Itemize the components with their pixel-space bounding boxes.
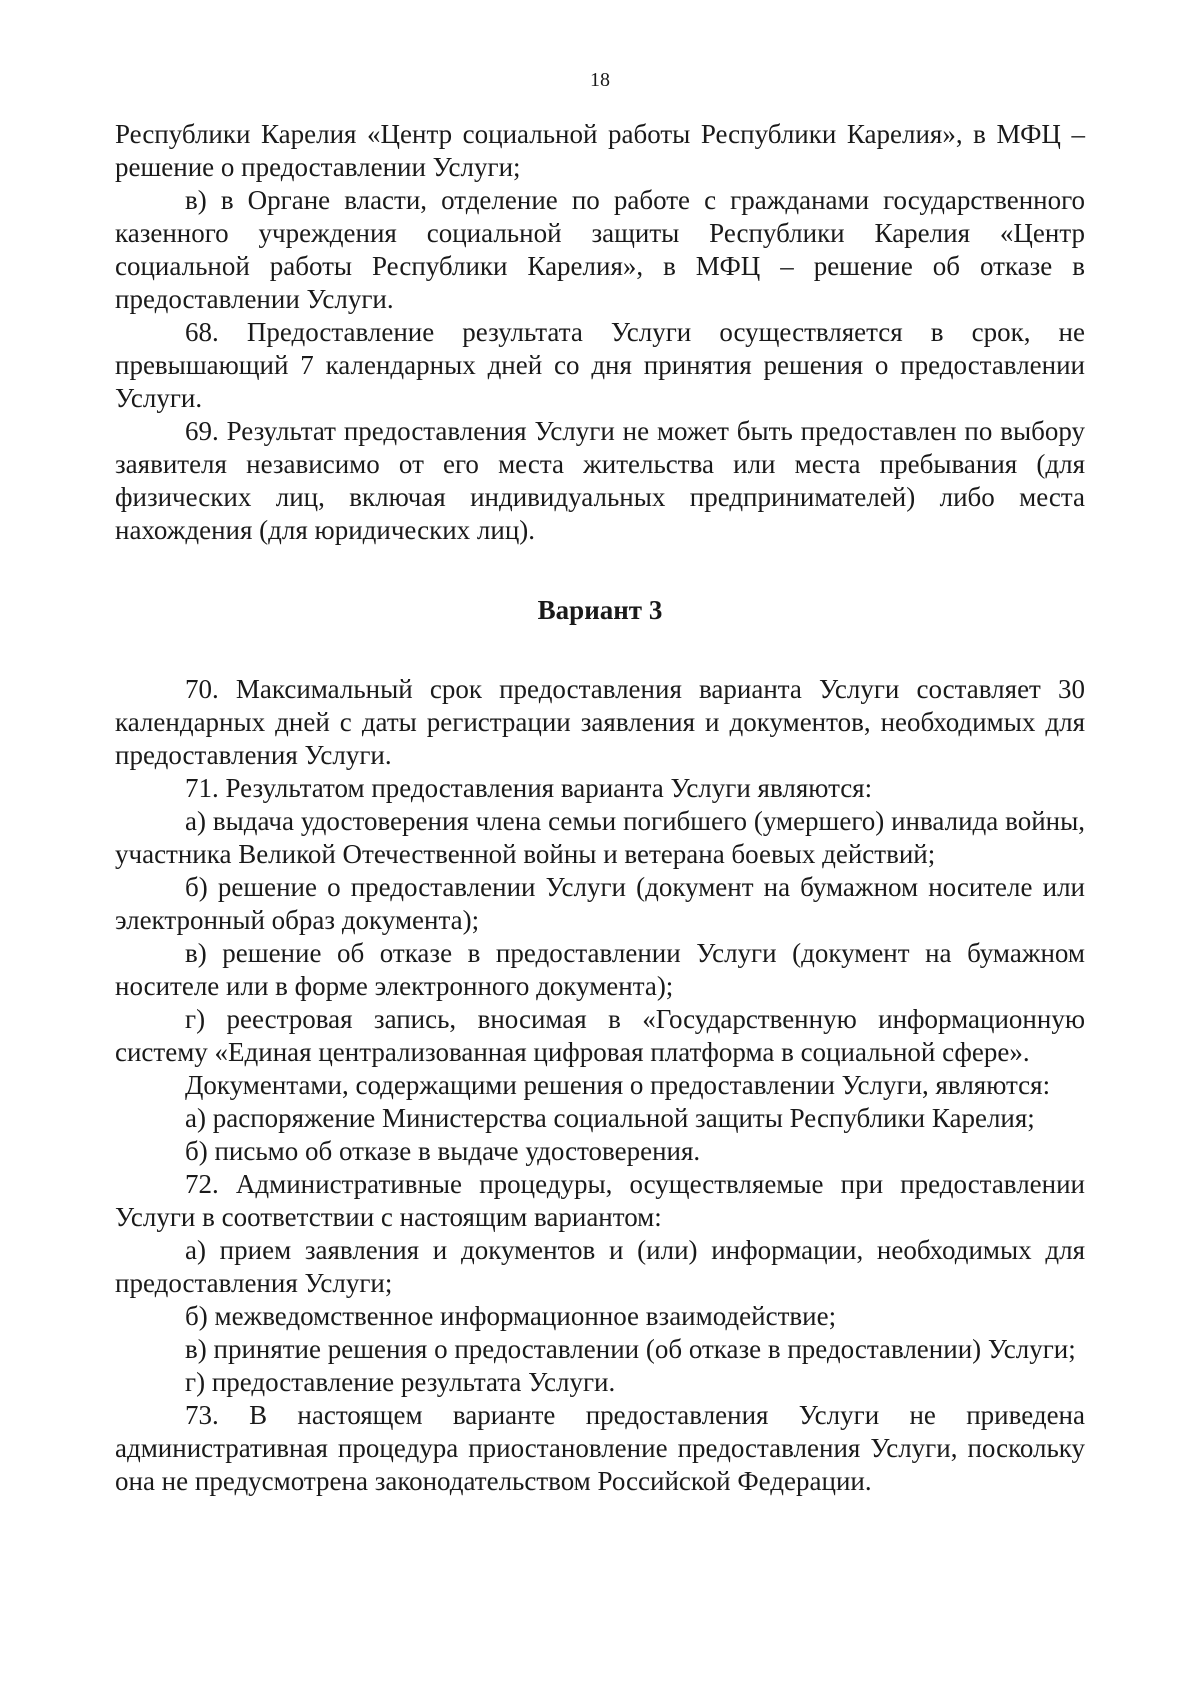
paragraph-documents: Документами, содержащими решения о предоставлении Услуги, являются: bbox=[185, 1070, 1051, 1100]
paragraph-71-v: в) решение об отказе в предоставлении Услуги (документ на бумажном носителе или в форме электронного документа); bbox=[115, 938, 1085, 1001]
paragraph-71-g: г) реестровая запись, вносимая в «Государственную информационную систему «Единая централизованная цифровая платформа в социальной сфере». bbox=[115, 1004, 1085, 1067]
document-body bbox=[115, 118, 1085, 1498]
paragraph-continuation: Республики Карелия «Центр социальной работы Республики Карелия», в МФЦ – решение о предоставлении Услуги; bbox=[115, 119, 1085, 182]
page-number: 18 bbox=[590, 69, 610, 91]
paragraph-72: 72. Административные процедуры, осуществляемые при предоставлении Услуги в соответствии с настоящим вариантом: bbox=[115, 1169, 1085, 1232]
paragraph-73: 73. В настоящем варианте предоставления Услуги не приведена административная процедура приостановление предоставления Услуги, поскольку она не предусмотрена законодательством Российской Федерации. bbox=[115, 1400, 1085, 1496]
paragraph-72-v: в) принятие решения о предоставлении (об отказе в предоставлении) Услуги; bbox=[185, 1334, 1076, 1364]
paragraph-71-a: а) выдача удостоверения члена семьи погибшего (умершего) инвалида войны, участника Великой Отечественной войны и ветерана боевых действий; bbox=[115, 806, 1085, 869]
paragraph-72-b: б) межведомственное информационное взаимодействие; bbox=[185, 1301, 837, 1331]
paragraph-item-v-refusal: в) в Органе власти, отделение по работе с гражданами государственного казенного учреждения социальной защиты Республики Карелия «Центр социальной работы Республики Карелия», в МФЦ – решение об отказе в предоставлении Услуги. bbox=[115, 185, 1085, 314]
paragraph-documents-a: а) распоряжение Министерства социальной защиты Республики Карелия; bbox=[185, 1103, 1035, 1133]
paragraph-69: 69. Результат предоставления Услуги не может быть предоставлен по выбору заявителя независимо от его места жительства или места пребывания (для физических лиц, включая индивидуальных предпринимателей) либо места нахождения (для юридических лиц). bbox=[115, 416, 1085, 545]
paragraph-documents-b: б) письмо об отказе в выдаче удостоверения. bbox=[185, 1136, 701, 1166]
paragraph-70: 70. Максимальный срок предоставления варианта Услуги составляет 30 календарных дней с даты регистрации заявления и документов, необходимых для предоставления Услуги. bbox=[115, 674, 1085, 770]
section-heading: Вариант 3 bbox=[537, 595, 663, 625]
paragraph-71: 71. Результатом предоставления варианта Услуги являются: bbox=[185, 773, 873, 803]
paragraph-72-g: г) предоставление результата Услуги. bbox=[185, 1367, 616, 1397]
paragraph-71-b: б) решение о предоставлении Услуги (документ на бумажном носителе или электронный образ документа); bbox=[115, 872, 1085, 935]
paragraph-72-a: а) прием заявления и документов и (или) информации, необходимых для предоставления Услуги; bbox=[115, 1235, 1085, 1298]
paragraph-68: 68. Предоставление результата Услуги осуществляется в срок, не превышающий 7 календарных дней со дня принятия решения о предоставлении Услуги. bbox=[115, 317, 1085, 413]
